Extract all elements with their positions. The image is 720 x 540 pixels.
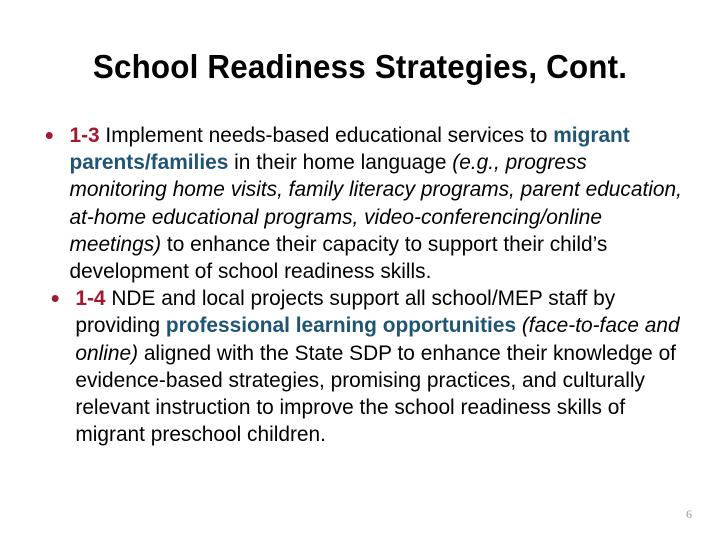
italic-example-text: (face-to-face and online) xyxy=(75,314,680,365)
list-item-text-segment-1: NDE and local projects support all school/MEP staff by providing xyxy=(75,287,616,338)
list-item xyxy=(34,285,684,448)
bullet-dot-icon xyxy=(46,132,53,139)
bullet-dot-icon xyxy=(52,295,59,302)
italic-example-text: (e.g., progress monitoring home visits, family literacy programs, parent education, at-home educational programs, video-conferencing/online meetings) xyxy=(69,151,682,256)
list-item-text-segment-1: Implement needs-based educational services to xyxy=(99,124,554,147)
list-item xyxy=(34,122,684,285)
list-item-text xyxy=(69,122,684,285)
list-item-text-segment-3: to enhance their capacity to support their child’s development of school readiness skills. xyxy=(69,232,608,284)
strategy-number: 1-4 xyxy=(75,287,106,311)
slide-body-content xyxy=(34,122,694,448)
emphasis-term: migrant parents/families xyxy=(69,124,630,175)
list-item-text xyxy=(75,285,684,448)
page-title: School Readiness Strategies, Cont. xyxy=(92,48,628,85)
emphasis-term: professional learning opportunities xyxy=(165,314,517,338)
list-item-text-segment-2: in their home language xyxy=(228,151,453,175)
strategy-number: 1-3 xyxy=(69,124,100,147)
page-number: 6 xyxy=(686,507,692,521)
list-item-text-segment-3: aligned with the State SDP to enhance their knowledge of evidence-based strategies, promising practices, and culturally relevant instruction to improve the school readiness skills of migrant preschool children. xyxy=(75,341,676,447)
